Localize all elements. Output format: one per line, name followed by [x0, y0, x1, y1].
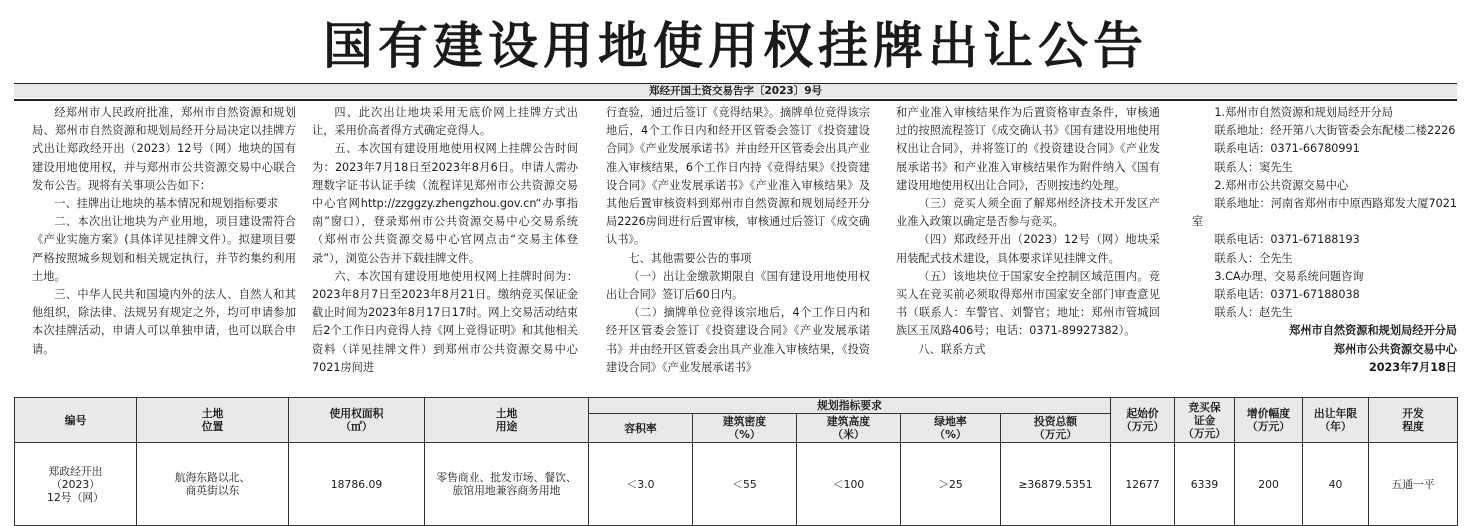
paragraph: 二、本次出让地块为产业用地，项目建设需符合《产业实施方案》(具体详见挂牌文件）。拟建项目要严格按照城乡规划和相关规定执行，并节约集约利用土地。 [32, 215, 296, 283]
header-rule [14, 99, 1457, 101]
paragraph: 八、联系方式 [918, 342, 986, 356]
header-location: 土地 位置 [137, 398, 289, 443]
header-investment: 投资总额 （万元） [1001, 414, 1111, 443]
cell-height: ＜100 [797, 443, 901, 526]
contact-line: 联系人：窦先生 [1214, 160, 1293, 174]
paragraph: （四）郑政经开出（2023）12号（网）地块采用装配式技术建设，具体要求详见挂牌文件。 [896, 233, 1160, 265]
cell-plot-ratio: ＜3.0 [589, 443, 693, 526]
header-height: 建筑高度 （米） [797, 414, 901, 443]
header-density: 建筑密度 （%） [693, 414, 797, 443]
header-term: 出让年限 （年） [1303, 398, 1369, 443]
header-use: 土地 用途 [425, 398, 589, 443]
cell-investment: ≥36879.5351 [1001, 443, 1111, 526]
header-area: 使用权面积 （㎡） [289, 398, 425, 443]
paragraph: 一、挂牌出让地块的基本情况和规划指标要求 [54, 197, 279, 211]
contact-line: 1.郑州市自然资源和规划局经开分局 [1214, 106, 1393, 119]
paragraph: （二）摘牌单位竞得该宗地后，4个工作日内和经开区管委会签订《投资建设合同》《产业发展承诺书》并由经开区管委会出具产业准入审核结果，《投资建设合同》《产业发展承诺书》 [606, 306, 870, 374]
contact-line: 3.CA办理、交易系统问题咨询 [1214, 269, 1364, 283]
contact-line: 联系人：仝先生 [1214, 251, 1293, 265]
contact-line: 2.郑州市公共资源交易中心 [1214, 178, 1349, 192]
paragraph: 六、本次国有建设用地使用权网上挂牌时间为：2023年8月7日至2023年8月21日。缴纳竞买保证金截止时间为2023年8月17日17时。网上交易活动结束后2个工作日内竞得人持《网上竞得证明》和其他相关资料（详见挂牌文件）到郑州市公共资源交易中心7021房间进 [312, 269, 578, 374]
announcement-title: 国有建设用地使用权挂牌出让公告 [323, 17, 1148, 75]
signature-date: 2023年7月18日 [1368, 360, 1457, 374]
contact-line: 联系地址：河南省郑州市中原西路郑发大厦7021室 [1192, 197, 1457, 229]
header-green: 绿地率 （%） [901, 414, 1001, 443]
cell-increment: 200 [1235, 443, 1303, 526]
paragraph: 五、本次国有建设用地使用权网上挂牌公告时间为：2023年7月18日至2023年8月6日。申请人需办理数字证书认证手续（流程详见郑州市公共资源交易中心官网http://zzggzy.zhengzhou.gov.cn“办事指南”窗口），登录郑州市公共资源交易中心交易系统（郑州市公共资源交易中心官网点击“交易主体登录”），浏览公告并下载挂牌文件。 [312, 142, 578, 265]
body-column-1 [32, 104, 296, 394]
paragraph: （三）竞买人须全面了解郑州经济技术开发区产业准入政策以确定是否参与竞买。 [896, 197, 1160, 229]
cell-density: ＜55 [693, 443, 797, 526]
paragraph: 七、其他需要公告的事项 [628, 251, 752, 265]
header-plot-ratio: 容积率 [589, 414, 693, 443]
paragraph: 和产业准入审核结果作为后置资格审查条件，审核通过的按照流程签订《成交确认书》《国有建设用地使用权出让合同》，并将签订的《投资建设合同》《产业发展承诺书》和产业准入审核结果作为附件纳入《国有建设用地使用权出让合同》，否则按违约处理。 [896, 106, 1160, 192]
body-columns [14, 104, 1457, 394]
cell-green: ＞25 [901, 443, 1001, 526]
signature-line: 郑州市公共资源交易中心 [1333, 342, 1457, 356]
body-column-4 [896, 104, 1160, 394]
contact-line: 联系地址：经开第八大街管委会东配楼二楼2226 [1214, 124, 1456, 138]
header-increment: 增价幅度 （万元） [1235, 398, 1303, 443]
cell-development: 五通一平 [1369, 443, 1458, 526]
contact-line: 联系人：赵先生 [1214, 306, 1293, 320]
cell-use: 零售商业、批发市场、餐饮、 旅馆用地兼容商务用地 [425, 443, 589, 526]
contact-line: 联系电话：0371-67188193 [1214, 233, 1360, 247]
contact-line: 联系电话：0371-67188038 [1214, 288, 1360, 302]
announcement-number: 郑经开国土资交易告字〔2023〕9号 [14, 84, 1457, 98]
paragraph: 三、中华人民共和国境内外的法人、自然人和其他组织，除法律、法规另有规定之外，均可申请参加本次挂牌活动，申请人可以单独申请，也可以联合申请。 [32, 288, 296, 356]
cell-location: 航海东路以北、 商英街以东 [137, 443, 289, 526]
header-start-price: 起始价 （万元） [1111, 398, 1175, 443]
paragraph: 四、此次出让地块采用无底价网上挂牌方式出让，采用价高者得方式确定竞得人。 [312, 106, 578, 138]
cell-start-price: 12677 [1111, 443, 1175, 526]
header-deposit: 竞买保 证金 （万元） [1175, 398, 1235, 443]
cell-term: 40 [1303, 443, 1369, 526]
cell-id: 郑政经开出 （2023） 12号（网） [15, 443, 137, 526]
paragraph: 经郑州市人民政府批准，郑州市自然资源和规划局、郑州市自然资源和规划局经开分局决定以挂牌方式出让郑政经开出（2023）12号（网）地块的国有建设用地使用权，并与郑州市公共资源交易中心联合发布公告。现将有关事项公告如下： [32, 106, 296, 192]
cell-deposit: 6339 [1175, 443, 1235, 526]
paragraph: （一）出让金缴款期限自《国有建设用地使用权出让合同》签订后60日内。 [606, 269, 870, 302]
body-column-2 [312, 104, 578, 394]
body-column-5 [1192, 104, 1457, 394]
header-id: 编号 [15, 398, 137, 443]
header-development: 开发 程度 [1369, 398, 1458, 443]
cell-area: 18786.09 [289, 443, 425, 526]
paragraph: 行查验，通过后签订《竞得结果》。摘牌单位竞得该宗地后，4个工作日内和经开区管委会签订《投资建设合同》《产业发展承诺书》并由经开区管委会出具产业准入审核结果，6个工作日内持《竞得结果》《投资建设合同》《产业发展承诺书》《产业准入审核结果》及其他后置审核资料到郑州市自然资源和规划局经开分局2226房间进行后置审核，审核通过后签订《成交确认书》。 [606, 106, 870, 247]
contact-line: 联系电话：0371-66780991 [1214, 142, 1360, 156]
table-row [15, 443, 1458, 526]
header-planning: 规划指标要求 [589, 398, 1111, 414]
parcel-table [14, 397, 1458, 526]
paragraph: （五）该地块位于国家安全控制区域范围内。竞买人在竞买前必须取得郑州市国家安全部门审查意见书（联系人：车警官、刘警官；地址：郑州市管城回族区玉凤路406号；电话：0371-89927382）。 [896, 269, 1160, 338]
body-column-3 [606, 104, 870, 394]
signature-line: 郑州市自然资源和规划局经开分局 [1289, 324, 1457, 338]
